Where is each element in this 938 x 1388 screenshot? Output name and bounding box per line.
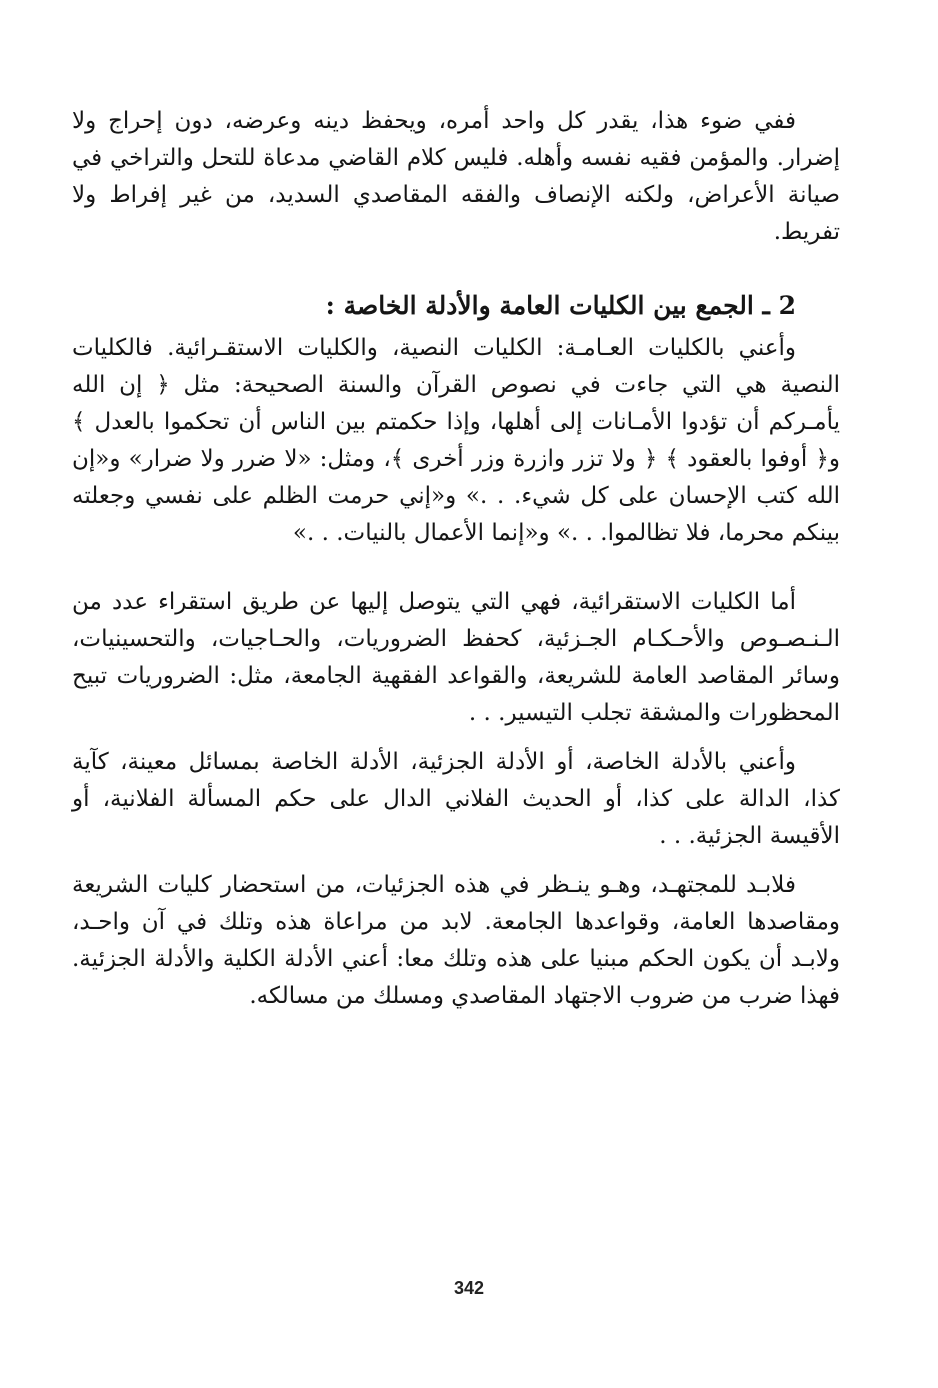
paragraph-4: وأعني بالأدلة الخاصة، أو الأدلة الجزئية، الأدلة الخاصة بمسائل معينة، كآية كذا، الدالة على كذا، أو الحديث الفلاني الدال على حكم المسألة الفلانية، أو الأقيسة الجزئية. . . (72, 749, 840, 849)
paragraph-1: ففي ضوء هذا، يقدر كل واحد أمره، ويحفظ دينه وعرضه، دون إحراج ولا إضرار. والمؤمن فقيه نفسه وأهله. فليس كلام القاضي مدعاة للتحل والتراخي في صيانة الأعراض، ولكنه الإنصاف والفقه المقاصدي السديد، من غير إفراط ولا تفريط. (72, 108, 840, 245)
page-body (72, 103, 840, 1015)
paragraph-2: وأعني بالكليات العـامـة: الكليات النصية، والكليات الاستقـرائية. فالكليات النصية هي التي جاءت في نصوص القرآن والسنة الصحيحة: مثل ﴿ إن الله يأمـركم أن تؤدوا الأمـانات إلى أهلها، وإذا حكمتم بين الناس أن تحكموا بالعدل ﴾ و﴿ أوفوا بالعقود ﴾ ﴿ ولا تزر وازرة وزر أخرى ﴾، ومثل: «لا ضرر ولا ضرار» و«إن الله كتب الإحسان على كل شيء. . .» و«إني حرمت الظلم على نفسي وجعلته بينكم محرما، فلا تظالموا. . .» و«إنما الأعمال بالنيات. . .» (72, 335, 840, 546)
paragraph-5: فلابـد للمجتهـد، وهـو ينـظر في هذه الجزئيات، من استحضار كليات الشريعة ومقاصدها العامة، وقواعدها الجامعة. لابد من مراعاة هذه وتلك في آن واحـد، ولابـد أن يكون الحكم مبنيا على هذه وتلك معا: أعني الأدلة الكلية والأدلة الجزئية. فهذا ضرب من ضروب الاجتهاد المقاصدي ومسلك من مسالكه. (72, 872, 840, 1009)
paragraph-3: أما الكليات الاستقرائية، فهي التي يتوصل إليها عن طريق استقراء عدد من الـنـصـوص والأحـكـام الجـزئية، كحفظ الضروريات، والحـاجيات، والتحسينيات، وسائر المقاصد العامة للشريعة، والقواعد الفقهية الجامعة، مثل: الضروريات تبيح المحظورات والمشقة تجلب التيسير. . . (72, 589, 840, 726)
section-heading: 2 ـ الجمع بين الكليات العامة والأدلة الخاصة : (325, 291, 796, 320)
page-number: 342 (453, 1278, 485, 1298)
